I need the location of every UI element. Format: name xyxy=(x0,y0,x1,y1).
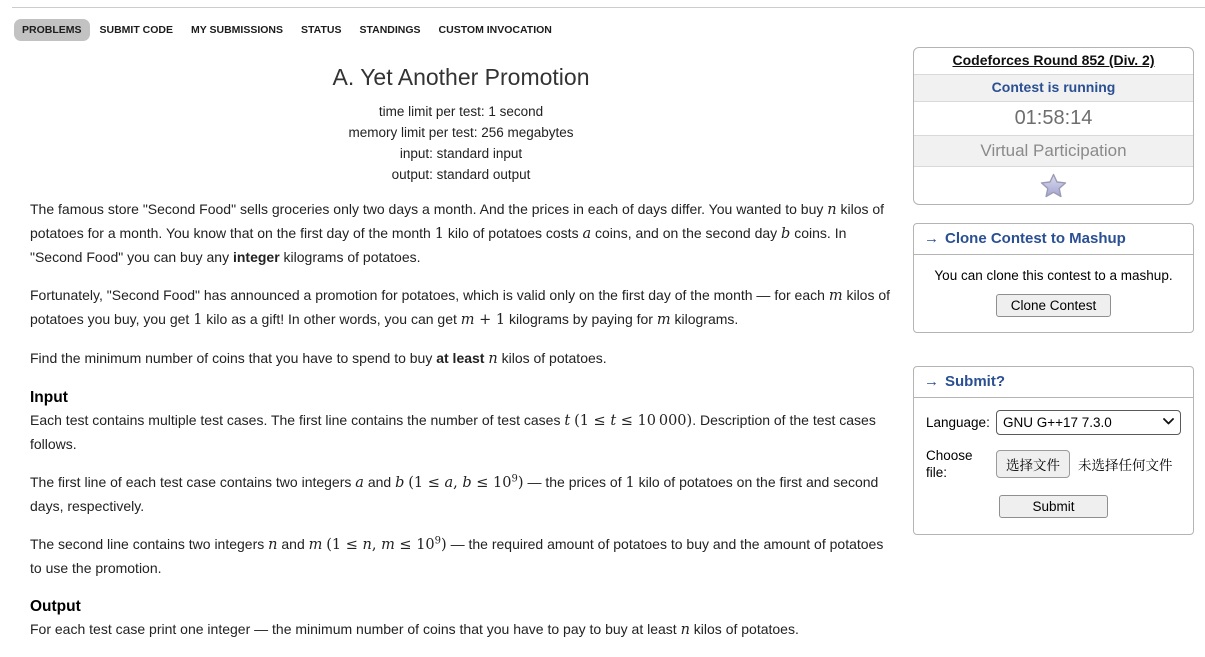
contest-title-row xyxy=(914,48,1193,75)
paragraph: The famous store "Second Food" sells groceries only two days a month. And the prices in each of days differ. You wanted to buy n kilos of potatoes for a month. You know that on the first day of the month 1 kilo of potatoes costs a coins, and on the second day b coins. In "Second Food" you can buy any integer kilograms of potatoes. xyxy=(30,201,885,265)
contest-countdown-timer: 01:58:14 xyxy=(914,102,1193,136)
output-section-title: Output xyxy=(30,598,81,615)
language-label: Language: xyxy=(926,415,990,430)
choose-file-label: Choose file: xyxy=(926,448,973,480)
submit-box-header xyxy=(914,367,1193,398)
tab-my-submissions[interactable]: MY SUBMISSIONS xyxy=(191,24,284,36)
tab-submit-code[interactable]: SUBMIT CODE xyxy=(99,24,174,36)
tab-standings[interactable]: STANDINGS xyxy=(359,24,421,36)
submit-form xyxy=(914,398,1193,534)
memory-limit: memory limit per test: 256 megabytes xyxy=(348,125,574,140)
paragraph: For each test case print one integer — the minimum number of coins that you have to pay to buy at least n kilos of potatoes. xyxy=(30,621,799,638)
submit-button[interactable]: Submit xyxy=(999,495,1107,518)
paragraph: The first line of each test case contains two integers a and b (1 ≤ a, $b \le 10^9$) — the prices of 1 kilo of potatoes on the first and second days, respectively. xyxy=(30,473,879,514)
contest-status: Contest is running xyxy=(991,79,1116,95)
clone-box-title: Clone Contest to Mashup xyxy=(945,230,1126,247)
contest-title-link[interactable]: Codeforces Round 852 (Div. 2) xyxy=(952,52,1155,68)
clone-contest-button[interactable]: Clone Contest xyxy=(996,294,1112,317)
choose-file-button[interactable]: 选择文件 xyxy=(996,450,1070,478)
output-section-paragraphs xyxy=(30,618,892,642)
paragraph: Each test contains multiple test cases. The first line contains the number of test cases t (1 ≤ t ≤ 10 000). Description of the test cases follows. xyxy=(30,412,876,452)
problem-statement xyxy=(30,56,892,657)
input-spec: input: standard input xyxy=(399,146,523,161)
language-row xyxy=(926,410,1181,435)
contest-tab-bar xyxy=(14,19,560,41)
clone-contest-box xyxy=(913,223,1194,333)
problem-title: A. Yet Another Promotion xyxy=(332,64,590,90)
paragraph: The second line contains two integers n and m (1 ≤ n, $m \le 10^9$) — the required amount of potatoes to buy and the amount of potatoes to use the promotion. xyxy=(30,535,884,576)
paragraph: Find the minimum number of coins that you have to spend to buy at least n kilos of potatoes. xyxy=(30,350,607,367)
submit-box-title: Submit? xyxy=(945,373,1005,390)
arrow-right-icon: → xyxy=(924,230,939,247)
top-divider xyxy=(12,7,1205,8)
favorite-star-row xyxy=(914,167,1193,204)
submit-box xyxy=(913,366,1194,535)
sidebar xyxy=(913,47,1194,535)
file-chosen-status: 未选择任何文件 xyxy=(1078,458,1173,473)
problem-limits xyxy=(30,101,892,185)
choose-file-row xyxy=(926,447,1181,481)
virtual-participation-label: Virtual Participation xyxy=(914,136,1193,167)
time-limit: time limit per test: 1 second xyxy=(378,104,544,119)
output-spec: output: standard output xyxy=(391,167,531,182)
language-select[interactable] xyxy=(996,410,1181,435)
tab-status[interactable]: STATUS xyxy=(301,24,342,36)
arrow-right-icon: → xyxy=(924,373,939,390)
statement-paragraphs xyxy=(30,198,892,371)
submit-row xyxy=(926,495,1181,518)
clone-box-header xyxy=(914,224,1193,255)
paragraph: Fortunately, "Second Food" has announced a promotion for potatoes, which is valid only on the first day of the month — for each m kilos of potatoes you buy, you get 1 kilo as a gift! In other words, you can get m + 1 kilograms by paying for m kilograms. xyxy=(30,287,891,328)
clone-box-body xyxy=(914,255,1193,332)
clone-description: You can clone this contest to a mashup. xyxy=(934,268,1173,283)
contest-status-row xyxy=(914,75,1193,102)
contest-info-box xyxy=(913,47,1194,205)
input-section-title: Input xyxy=(30,389,68,406)
star-icon[interactable] xyxy=(1040,173,1067,198)
problem-header xyxy=(30,64,892,185)
input-section-paragraphs xyxy=(30,409,892,580)
tab-problems[interactable]: PROBLEMS xyxy=(14,19,90,41)
tab-custom-invocation[interactable]: CUSTOM INVOCATION xyxy=(438,24,552,36)
